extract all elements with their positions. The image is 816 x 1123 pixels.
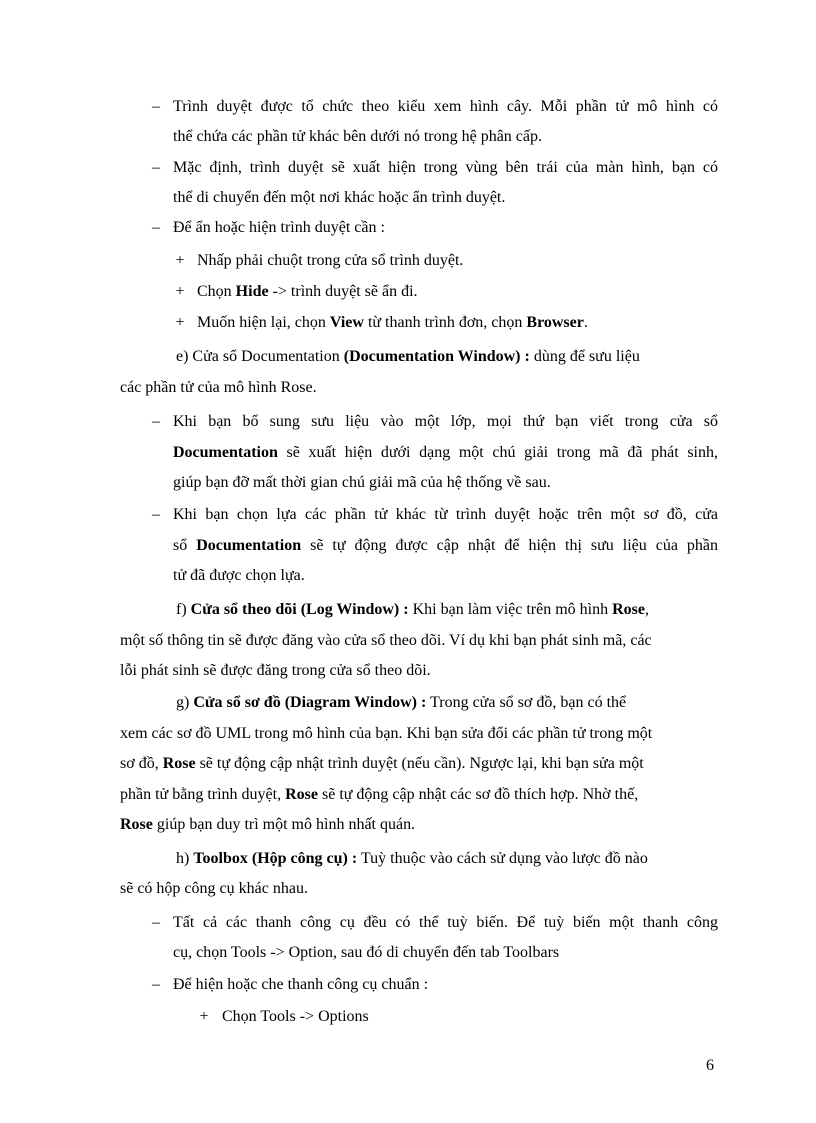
plus-bullet: + (175, 283, 185, 300)
section-f-heading: f) Cửa sổ theo dõi (Log Window) : Khi bạn làm việc trên mô hình Rose, (176, 601, 649, 618)
plus-bullet: + (175, 252, 185, 269)
dash-bullet: – (152, 506, 160, 523)
section-e-bullet-2-line-3: tử đã được chọn lựa. (173, 567, 305, 584)
section-e-bullet-2-line-1: Khi bạn chọn lựa các phần tử khác từ trình duyệt hoặc trên một sơ đồ, cửa (173, 506, 718, 523)
section-g-line-5: Rose giúp bạn duy trì một mô hình nhất quán. (120, 816, 416, 833)
section-h-heading: h) Toolbox (Hộp công cụ) : Tuỳ thuộc vào cách sử dụng vào lược đồ nào (176, 850, 648, 867)
section-f-line-3: lỗi phát sinh sẽ được đăng trong cửa sổ theo dõi. (120, 662, 431, 679)
section-h-bullet-2-line-1: Để hiện hoặc che thanh công cụ chuẩn : (173, 976, 429, 993)
section-f-line-2: một số thông tin sẽ được đăng vào cửa sổ theo dõi. Ví dụ khi bạn phát sinh mã, các (120, 632, 652, 649)
section-e-heading: e) Cửa sổ Documentation (Documentation Window) : dùng để sưu liệu (176, 348, 640, 365)
plus-item-3: Muốn hiện lại, chọn View từ thanh trình đơn, chọn Browser. (197, 314, 588, 331)
section-e-bullet-2-line-2: sổ Documentation sẽ tự động được cập nhật để hiện thị sưu liệu của phần (173, 537, 718, 554)
section-h-plus-item-1: Chọn Tools -> Options (222, 1008, 369, 1025)
plus-bullet: + (199, 1008, 209, 1025)
dash-bullet: – (152, 976, 160, 993)
dash-bullet: – (152, 914, 160, 931)
bullet-2-line-2: thể di chuyển đến một nơi khác hoặc ẩn trình duyệt. (173, 189, 506, 206)
dash-bullet: – (152, 159, 160, 176)
plus-item-2: Chọn Hide -> trình duyệt sẽ ẩn đi. (197, 283, 418, 300)
dash-bullet: – (152, 219, 160, 236)
section-h-line-2: sẽ có hộp công cụ khác nhau. (120, 880, 308, 897)
bullet-1-line-2: thể chứa các phần tử khác bên dưới nó trong hệ phân cấp. (173, 128, 543, 145)
section-e-bullet-1-line-3: giúp bạn đỡ mất thời gian chú giải mã của hệ thống về sau. (173, 474, 551, 491)
section-g-line-3: sơ đồ, Rose sẽ tự động cập nhật trình duyệt (nếu cần). Ngược lại, khi bạn sửa một (120, 755, 644, 772)
section-e-bullet-1-line-2: Documentation sẽ xuất hiện dưới dạng một chú giải trong mã đã phát sinh, (173, 444, 718, 461)
dash-bullet: – (152, 98, 160, 115)
section-e-line-2: các phần tử của mô hình Rose. (120, 379, 317, 396)
bullet-1-line-1: Trình duyệt được tổ chức theo kiểu xem hình cây. Mỗi phần tử mô hình có (173, 98, 718, 115)
page-number: 6 (706, 1057, 714, 1074)
section-g-heading: g) Cửa sổ sơ đồ (Diagram Window) : Trong cửa sổ sơ đồ, bạn có thể (176, 694, 627, 711)
plus-bullet: + (175, 314, 185, 331)
dash-bullet: – (152, 413, 160, 430)
plus-item-1: Nhấp phải chuột trong cửa sổ trình duyệt. (197, 252, 464, 269)
bullet-3-line-1: Để ẩn hoặc hiện trình duyệt cần : (173, 219, 385, 236)
bullet-2-line-1: Mặc định, trình duyệt sẽ xuất hiện trong vùng bên trái của màn hình, bạn có (173, 159, 718, 176)
section-h-bullet-1-line-2: cụ, chọn Tools -> Option, sau đó di chuyển đến tab Toolbars (173, 944, 560, 961)
section-e-bullet-1-line-1: Khi bạn bổ sung sưu liệu vào một lớp, mọi thứ bạn viết trong cửa sổ (173, 413, 718, 430)
section-g-line-2: xem các sơ đồ UML trong mô hình của bạn. Khi bạn sửa đổi các phần tử trong một (120, 725, 653, 742)
section-g-line-4: phần tử bằng trình duyệt, Rose sẽ tự động cập nhật các sơ đồ thích hợp. Nhờ thế, (120, 786, 639, 803)
section-h-bullet-1-line-1: Tất cả các thanh công cụ đều có thể tuỳ biến. Để tuỳ biến một thanh công (173, 914, 718, 931)
